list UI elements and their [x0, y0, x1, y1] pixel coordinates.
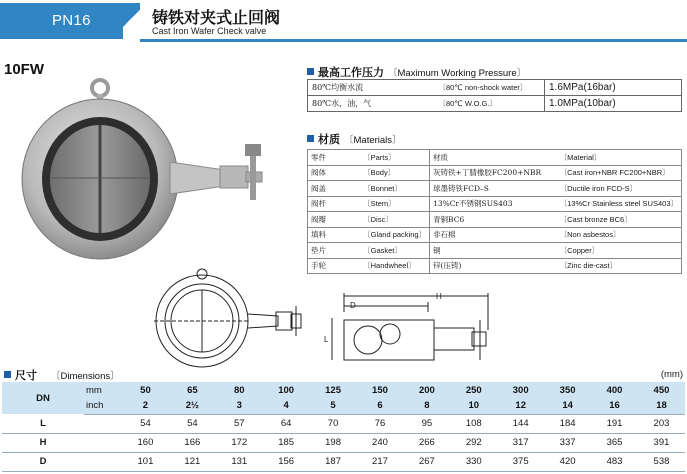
- table-cell: 70: [310, 414, 357, 433]
- table-cell: 阀盖: [308, 181, 361, 197]
- table-cell: 240: [357, 433, 404, 452]
- table-cell: 108: [450, 414, 497, 433]
- table-cell: 330: [450, 452, 497, 471]
- table-cell: 375: [497, 452, 544, 471]
- table-cell: 64: [263, 414, 310, 433]
- table-cell: 6: [357, 398, 404, 414]
- section-title-zh: 最高工作压力: [318, 66, 384, 79]
- header-slant-decoration: [118, 3, 140, 39]
- table-cell: 填料: [308, 227, 361, 243]
- table-cell: 〔13%Cr Stainless steel SUS403〕: [557, 196, 682, 212]
- table-row: [2, 398, 685, 414]
- table-cell: 160: [122, 433, 169, 452]
- table-cell: 〔Body〕: [360, 165, 429, 181]
- table-cell: 337: [544, 433, 591, 452]
- page-subtitle: Cast Iron Wafer Check valve: [152, 26, 267, 36]
- table-cell: 54: [169, 414, 216, 433]
- table-cell: 〔Copper〕: [557, 243, 682, 259]
- pressure-section-title: [307, 64, 526, 80]
- table-cell: 101: [122, 452, 169, 471]
- table-cell: 391: [638, 433, 685, 452]
- drawing-label-l: L: [324, 335, 329, 344]
- table-cell: 200: [403, 382, 450, 398]
- table-cell: 8: [403, 398, 450, 414]
- table-cell: 5: [310, 398, 357, 414]
- front-view-drawing: [150, 266, 310, 370]
- table-cell: [84, 452, 122, 471]
- table-cell: mm: [84, 382, 122, 398]
- header-rule: [140, 39, 687, 42]
- table-row: [308, 80, 682, 96]
- table-cell: 420: [544, 452, 591, 471]
- table-cell: 〔Non asbestos〕: [557, 227, 682, 243]
- table-row: [308, 243, 682, 259]
- table-cell: 483: [591, 452, 638, 471]
- pressure-class-badge: PN16: [0, 3, 123, 39]
- table-cell: 阀瓣: [308, 212, 361, 228]
- table-cell: 〔80℃ non-shock water〕: [435, 80, 545, 96]
- table-row: [308, 212, 682, 228]
- dimensions-section-title: [4, 367, 120, 383]
- table-cell: 〔Zinc die-cast〕: [557, 258, 682, 274]
- table-cell: 〔Ductile iron FCD-S〕: [557, 181, 682, 197]
- model-number: 10FW: [4, 61, 45, 78]
- table-row: [2, 414, 685, 433]
- table-row: [2, 382, 685, 398]
- table-row: [2, 452, 685, 471]
- table-cell: 156: [263, 452, 310, 471]
- table-cell: 266: [403, 433, 450, 452]
- section-title-en: 〔Dimensions〕: [51, 371, 120, 382]
- table-cell: inch: [84, 398, 122, 414]
- table-cell: 阀体: [308, 165, 361, 181]
- table-cell: L: [2, 414, 84, 433]
- table-cell: 184: [544, 414, 591, 433]
- table-cell: DN: [2, 382, 84, 414]
- table-cell: 292: [450, 433, 497, 452]
- table-cell: 80℃水，油，气: [308, 96, 435, 112]
- table-cell: H: [2, 433, 84, 452]
- table-cell: D: [2, 452, 84, 471]
- valve-product-image: [20, 74, 280, 264]
- table-cell: 4: [263, 398, 310, 414]
- table-cell: 1.0MPa(10bar): [545, 96, 682, 112]
- table-cell: 50: [122, 382, 169, 398]
- section-title-en: 〔Materials〕: [344, 135, 402, 146]
- page-title: 铸铁对夹式止回阀: [152, 8, 281, 27]
- table-cell: [84, 433, 122, 452]
- section-marker-icon: [4, 371, 11, 378]
- table-cell: 65: [169, 382, 216, 398]
- table-cell: 400: [591, 382, 638, 398]
- table-cell: 450: [638, 382, 685, 398]
- table-cell: 〔Gasket〕: [360, 243, 429, 259]
- table-cell: 1.6MPa(16bar): [545, 80, 682, 96]
- table-cell: 14: [544, 398, 591, 414]
- table-cell: 〔Cast iron+NBR FC200+NBR〕: [557, 165, 682, 181]
- table-cell: 16: [591, 398, 638, 414]
- table-cell: 57: [216, 414, 263, 433]
- table-cell: 166: [169, 433, 216, 452]
- table-row: [308, 150, 682, 166]
- section-title-zh: 尺寸: [15, 369, 37, 382]
- table-row: [308, 227, 682, 243]
- table-cell: 300: [497, 382, 544, 398]
- table-cell: 青铜BC6: [430, 212, 557, 228]
- section-title-en: 〔Maximum Working Pressure〕: [388, 68, 527, 79]
- table-cell: 76: [357, 414, 404, 433]
- table-cell: 灰铸铁+丁腈橡胶FC200+NBR: [430, 165, 557, 181]
- table-cell: 材质: [430, 150, 557, 166]
- table-row: [308, 165, 682, 181]
- table-cell: 217: [357, 452, 404, 471]
- table-cell: 〔80℃ W.O.G.〕: [435, 96, 545, 112]
- table-cell: 阀杆: [308, 196, 361, 212]
- drawing-label-h: H: [436, 292, 442, 301]
- table-cell: 〔Parts〕: [360, 150, 429, 166]
- table-cell: 零件: [308, 150, 361, 166]
- table-cell: 95: [403, 414, 450, 433]
- table-cell: [84, 414, 122, 433]
- table-cell: 〔Handwheel〕: [360, 258, 429, 274]
- table-cell: 2: [122, 398, 169, 414]
- section-marker-icon: [307, 135, 314, 142]
- table-cell: 125: [310, 382, 357, 398]
- table-cell: 144: [497, 414, 544, 433]
- table-cell: 185: [263, 433, 310, 452]
- table-cell: 球墨铸铁FCD–S: [430, 181, 557, 197]
- table-cell: 10: [450, 398, 497, 414]
- table-cell: 172: [216, 433, 263, 452]
- table-row: [308, 96, 682, 112]
- materials-section-title: [307, 131, 402, 147]
- dimensions-unit: (mm): [660, 369, 683, 380]
- page-header: [0, 0, 687, 44]
- table-cell: 365: [591, 433, 638, 452]
- table-row: [2, 433, 685, 452]
- table-cell: 〔Disc〕: [360, 212, 429, 228]
- table-cell: 350: [544, 382, 591, 398]
- table-cell: 131: [216, 452, 263, 471]
- table-cell: 〔Bonnet〕: [360, 181, 429, 197]
- side-view-drawing: [320, 290, 510, 370]
- table-cell: 80℃均衡水流: [308, 80, 435, 96]
- table-cell: 150: [357, 382, 404, 398]
- table-cell: 〔Material〕: [557, 150, 682, 166]
- table-cell: 〔Stem〕: [360, 196, 429, 212]
- table-cell: 538: [638, 452, 685, 471]
- table-cell: 铜: [430, 243, 557, 259]
- table-cell: 手轮: [308, 258, 361, 274]
- table-cell: 〔Cast bronze BC6〕: [557, 212, 682, 228]
- table-cell: 2½: [169, 398, 216, 414]
- dimensions-table: [2, 382, 685, 472]
- table-cell: 54: [122, 414, 169, 433]
- table-cell: 250: [450, 382, 497, 398]
- table-cell: 100: [263, 382, 310, 398]
- table-cell: 203: [638, 414, 685, 433]
- table-cell: 13%Cr不锈钢SUS403: [430, 196, 557, 212]
- table-cell: 〔Gland packing〕: [360, 227, 429, 243]
- section-title-zh: 材质: [318, 133, 340, 146]
- table-cell: 187: [310, 452, 357, 471]
- table-row: [308, 196, 682, 212]
- table-cell: 317: [497, 433, 544, 452]
- table-cell: 12: [497, 398, 544, 414]
- table-cell: 锌(压铸): [430, 258, 557, 274]
- drawing-label-d: D: [350, 301, 356, 310]
- table-cell: 267: [403, 452, 450, 471]
- table-cell: 80: [216, 382, 263, 398]
- table-cell: 121: [169, 452, 216, 471]
- table-row: [308, 258, 682, 274]
- section-marker-icon: [307, 68, 314, 75]
- table-row: [308, 181, 682, 197]
- table-cell: 18: [638, 398, 685, 414]
- pressure-table: [307, 79, 682, 112]
- table-cell: 非石棉: [430, 227, 557, 243]
- table-cell: 191: [591, 414, 638, 433]
- table-cell: 3: [216, 398, 263, 414]
- table-cell: 198: [310, 433, 357, 452]
- table-cell: 垫片: [308, 243, 361, 259]
- materials-table: [307, 149, 682, 274]
